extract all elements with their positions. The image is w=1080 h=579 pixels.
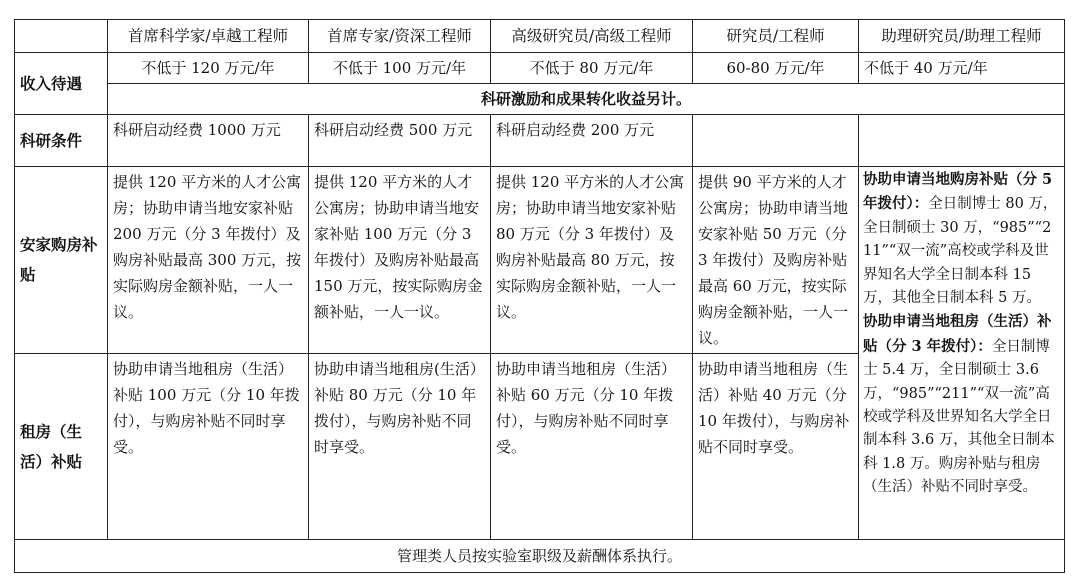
rent-value: 协助申请当地租房(生活）补贴 80 万元（分 10 年拨付），与购房补贴不同时享受。 <box>309 354 491 540</box>
header-row <box>15 20 1065 53</box>
header-researcher: 研究员/工程师 <box>693 20 859 53</box>
header-assistant-researcher: 助理研究员/助理工程师 <box>859 20 1065 53</box>
research-value: 科研启动经费 1000 万元 <box>108 115 309 167</box>
research-value <box>859 115 1065 167</box>
header-senior-researcher: 高级研究员/高级工程师 <box>491 20 693 53</box>
research-value <box>693 115 859 167</box>
income-value: 不低于 80 万元/年 <box>491 53 693 84</box>
row-label-income: 收入待遇 <box>15 53 108 115</box>
income-value: 不低于 120 万元/年 <box>108 53 309 84</box>
income-value: 不低于 100 万元/年 <box>309 53 491 84</box>
assistant-rent-text: 全日制博士 5.4 万，全日制硕士 3.6 万，“985”“211”“双一流”高校或学科及世界知名大学全日制本科 3.6 万，其他全日制本科 1.8 万。购房补贴与租房（生活）补贴不同时享受。 <box>863 338 1055 496</box>
income-note-row <box>15 84 1065 115</box>
income-note: 科研激励和成果转化收益另计。 <box>108 84 1065 115</box>
assistant-subsidy-cell <box>859 167 1065 540</box>
research-value: 科研启动经费 500 万元 <box>309 115 491 167</box>
footer-note: 管理类人员按实验室职级及薪酬体系执行。 <box>15 540 1065 573</box>
header-corner <box>15 20 108 53</box>
footer-row <box>15 540 1065 573</box>
housing-value: 提供 120 平方米的人才公寓房；协助申请当地安家补贴 100 万元（分 3 年拨付）及购房补贴最高 150 万元，按实际购房金额补贴，一人一议。 <box>309 167 491 354</box>
talent-benefits-table <box>14 19 1065 573</box>
header-chief-expert: 首席专家/资深工程师 <box>309 20 491 53</box>
research-value: 科研启动经费 200 万元 <box>491 115 693 167</box>
income-row <box>15 53 1065 84</box>
assistant-buy-text: 全日制博士 80 万，全日制硕士 30 万，“985”“211”“双一流”高校或学科及世界知名大学全日制本科 15 万，其他全日制本科 5 万。 <box>863 196 1058 307</box>
header-chief-scientist: 首席科学家/卓越工程师 <box>108 20 309 53</box>
housing-row <box>15 167 1065 354</box>
assistant-buy-title: 协助申请当地购房补贴（分 5 年拨付）： <box>863 171 1053 213</box>
rent-value: 协助申请当地租房（生活）补贴 100 万元（分 10 年拨付），与购房补贴不同时享受。 <box>108 354 309 540</box>
row-label-housing: 安家购房补贴 <box>15 167 108 354</box>
row-label-research: 科研条件 <box>15 115 108 167</box>
housing-value: 提供 90 平方米的人才公寓房；协助申请当地安家补贴 50 万元（分 3 年拨付）及购房补贴最高 60 万元，按实际购房金额补贴，一人一议。 <box>693 167 859 354</box>
row-label-rent: 租房（生活）补贴 <box>15 354 108 540</box>
research-row <box>15 115 1065 167</box>
rent-value: 协助申请当地租房（生活）补贴 60 万元（分 10 年拨付），与购房补贴不同时享受。 <box>491 354 693 540</box>
housing-value: 提供 120 平方米的人才公寓房；协助申请当地安家补贴 200 万元（分 3 年拨付）及购房补贴最高 300 万元，按实际购房金额补贴，一人一议。 <box>108 167 309 354</box>
assistant-rent-title: 协助申请当地租房（生活）补贴（分 3 年拨付）： <box>863 313 1052 355</box>
income-value: 60-80 万元/年 <box>693 53 859 84</box>
income-value: 不低于 40 万元/年 <box>859 53 1065 84</box>
housing-value: 提供 120 平方米的人才公寓房；协助申请当地安家补贴 80 万元（分 3 年拨付）及购房补贴最高 80 万元，按实际购房金额补贴，一人一议。 <box>491 167 693 354</box>
rent-value: 协助申请当地租房（生活）补贴 40 万元（分 10 年拨付），与购房补贴不同时享受。 <box>693 354 859 540</box>
